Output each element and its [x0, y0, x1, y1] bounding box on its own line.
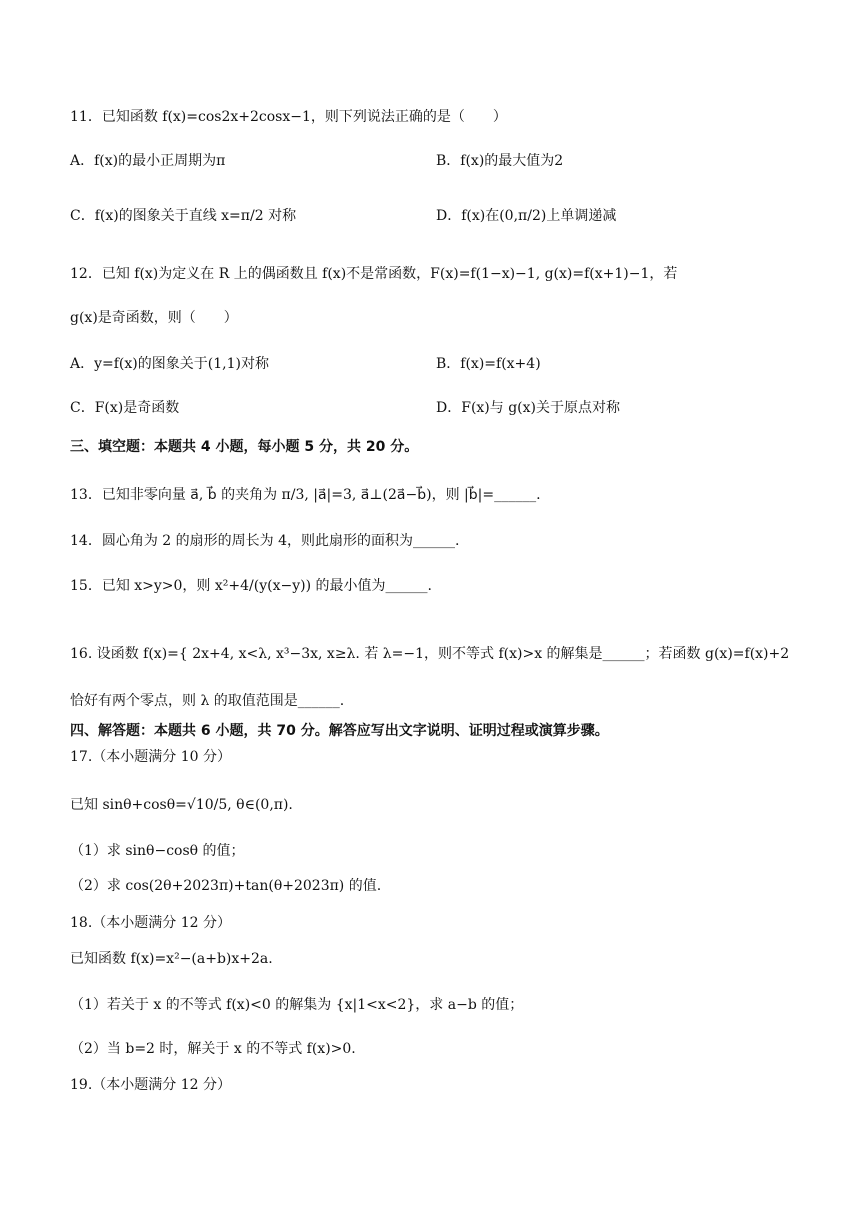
section-3-heading: 三、填空题：本题共 4 小题，每小题 5 分，共 20 分。 — [70, 439, 419, 455]
q12-option-d: D．F(x)与 g(x)关于原点对称 — [436, 400, 620, 416]
q17-part-2: （2）求 cos(2θ+2023π)+tan(θ+2023π) 的值. — [70, 878, 382, 894]
q17-given: 已知 sinθ+cosθ=√10/5, θ∈(0,π). — [70, 797, 293, 813]
q11-option-c: C．f(x)的图象关于直线 x=π/2 对称 — [70, 208, 297, 224]
q12-stem-line1: 12．已知 f(x)为定义在 R 上的偶函数且 f(x)不是常函数，F(x)=f(1−x)−1, g(x)=f(x+1)−1，若 — [70, 266, 678, 282]
q19-header: 19.（本小题满分 12 分） — [70, 1077, 231, 1093]
q17-part-1: （1）求 sinθ−cosθ 的值； — [70, 843, 245, 859]
q12-option-a: A．y=f(x)的图象关于(1,1)对称 — [70, 356, 269, 372]
q18-given: 已知函数 f(x)=x²−(a+b)x+2a. — [70, 951, 273, 967]
q15: 15．已知 x>y>0，则 x²+4/(y(x−y)) 的最小值为______. — [70, 578, 432, 594]
q18-part-2: （2）当 b=2 时，解关于 x 的不等式 f(x)>0. — [70, 1041, 356, 1057]
q11-option-b: B．f(x)的最大值为2 — [436, 153, 564, 169]
q17-header: 17.（本小题满分 10 分） — [70, 749, 231, 765]
q12-option-c: C．F(x)是奇函数 — [70, 400, 180, 416]
q13: 13．已知非零向量 a⃗, b⃗ 的夹角为 π/3, |a⃗|=3, a⃗⊥(2a⃗−b⃗)，则 |b⃗|=______. — [70, 487, 541, 503]
q18-header: 18.（本小题满分 12 分） — [70, 915, 231, 931]
q12-option-b: B．f(x)=f(x+4) — [436, 356, 541, 372]
q16-line1: 16. 设函数 f(x)={ 2x+4, x<λ, x³−3x, x≥λ. 若 λ=−1，则不等式 f(x)>x 的解集是______；若函数 g(x)=f(x)+2 — [70, 646, 790, 662]
q18-part-1: （1）若关于 x 的不等式 f(x)<0 的解集为 {x|1<x<2}，求 a−b 的值； — [70, 997, 524, 1013]
q11-stem: 11．已知函数 f(x)=cos2x+2cosx−1，则下列说法正确的是（ ） — [70, 109, 507, 125]
q12-stem-line2: g(x)是奇函数，则（ ） — [70, 310, 238, 326]
q14: 14．圆心角为 2 的扇形的周长为 4，则此扇形的面积为______. — [70, 533, 460, 549]
q11-option-a: A．f(x)的最小正周期为π — [70, 153, 226, 169]
q16-line2: 恰好有两个零点，则 λ 的取值范围是______. — [70, 693, 345, 709]
section-4-heading: 四、解答题：本题共 6 小题，共 70 分。解答应写出文字说明、证明过程或演算步骤。 — [70, 723, 609, 739]
q11-option-d: D．f(x)在(0,π/2)上单调递减 — [436, 208, 617, 224]
